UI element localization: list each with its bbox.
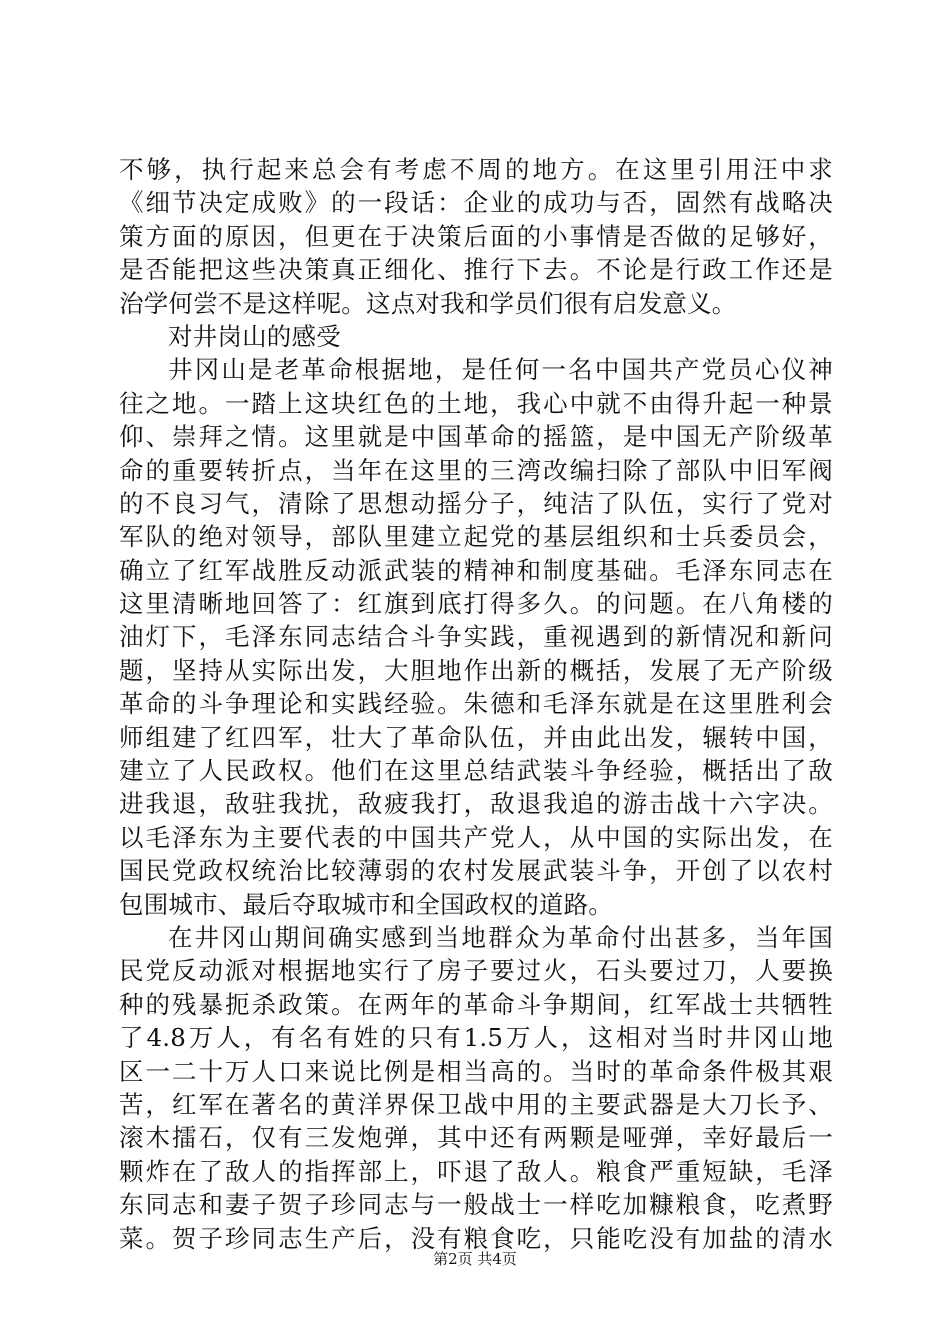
text-line: 军队的绝对领导，部队里建立起党的基层组织和士兵委员会，: [119, 522, 833, 552]
text-line: 包围城市、最后夺取城市和全国政权的道路。: [119, 889, 613, 919]
text-line: 菜。贺子珍同志生产后，没有粮食吃，只能吃没有加盐的清水: [119, 1223, 833, 1253]
text-line: 苦，红军在著名的黄洋界保卫战中用的主要武器是大刀长予、: [119, 1089, 833, 1119]
text-line: 革命的斗争理论和实践经验。朱德和毛泽东就是在这里胜利会: [119, 689, 833, 719]
text-line: 颗炸在了敌人的指挥部上，吓退了敌人。粮食严重短缺，毛泽: [119, 1156, 833, 1186]
text-line: 命的重要转折点，当年在这里的三湾改编扫除了部队中旧军阀: [119, 455, 833, 485]
text-line: 以毛泽东为主要代表的中国共产党人，从中国的实际出发，在: [119, 822, 833, 852]
text-line: 了4.8万人，有名有姓的只有1.5万人，这相对当时井冈山地: [119, 1023, 833, 1053]
text-line: 不够，执行起来总会有考虑不周的地方。在这里引用汪中求: [119, 155, 833, 184]
text-line: 题，坚持从实际出发，大胆地作出新的概括，发展了无产阶级: [119, 655, 833, 685]
text-line: 东同志和妻子贺子珍同志与一般战士一样吃加糠粮食，吃煮野: [119, 1190, 833, 1220]
text-line: 这里清晰地回答了：红旗到底打得多久。的问题。在八角楼的: [119, 589, 833, 619]
text-line: 对井岗山的感受: [168, 321, 341, 351]
text-line: 的不良习气，清除了思想动摇分子，纯洁了队伍，实行了党对: [119, 488, 833, 518]
text-line: 国民党政权统治比较薄弱的农村发展武装斗争，开创了以农村: [119, 856, 833, 886]
text-line: 仰、崇拜之情。这里就是中国革命的摇篮，是中国无产阶级革: [119, 422, 833, 452]
text-line: 区一二十万人口来说比例是相当高的。当时的革命条件极其艰: [119, 1056, 833, 1086]
text-line: 往之地。一踏上这块红色的土地，我心中就不由得升起一种景: [119, 388, 833, 418]
text-line: 确立了红军战胜反动派武装的精神和制度基础。毛泽东同志在: [119, 555, 833, 585]
text-line: 建立了人民政权。他们在这里总结武装斗争经验，概括出了敌: [119, 756, 833, 786]
page-footer: 第2页 共4页: [433, 1250, 517, 1268]
text-line: 治学何尝不是这样呢。这点对我和学员们很有启发意义。: [119, 288, 737, 318]
text-line: 《细节决定成败》的一段话：企业的成功与否，固然有战略决: [119, 188, 833, 218]
text-line: 井冈山是老革命根据地，是任何一名中国共产党员心仪神: [168, 355, 833, 385]
document-body: [119, 153, 833, 1255]
text-line: 进我退，敌驻我扰，敌疲我打，敌退我追的游击战十六字决。: [119, 789, 833, 819]
text-line: 策方面的原因，但更在于决策后面的小事情是否做的足够好，: [119, 221, 833, 251]
text-line: 油灯下，毛泽东同志结合斗争实践，重视遇到的新情况和新问: [119, 622, 833, 652]
text-line: 滚木擂石，仅有三发炮弹，其中还有两颗是哑弹，幸好最后一: [119, 1123, 833, 1153]
text-line: 师组建了红四军，壮大了革命队伍，并由此出发，辗转中国，: [119, 722, 833, 752]
text-line: 是否能把这些决策真正细化、推行下去。不论是行政工作还是: [119, 255, 833, 285]
text-line: 在井冈山期间确实感到当地群众为革命付出甚多，当年国: [168, 922, 833, 952]
text-line: 种的残暴扼杀政策。在两年的革命斗争期间，红军战士共牺牲: [119, 989, 833, 1019]
text-line: 民党反动派对根据地实行了房子要过火，石头要过刀，人要换: [119, 956, 833, 986]
